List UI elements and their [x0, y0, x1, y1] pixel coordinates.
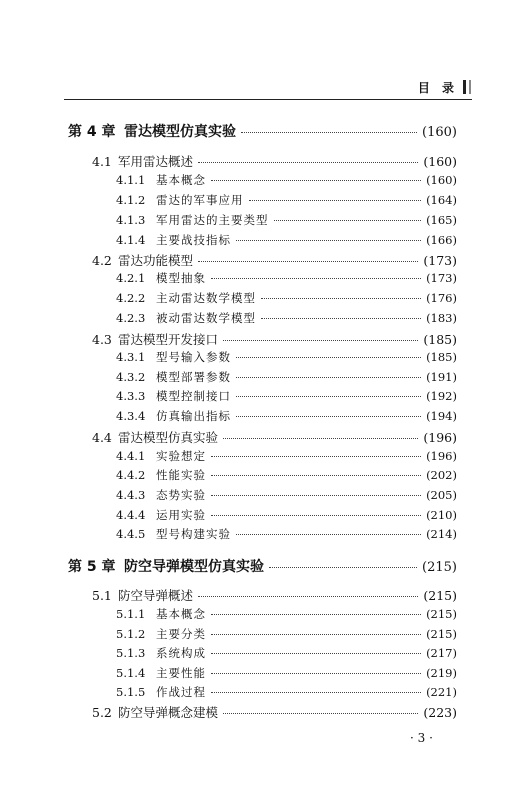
toc-entry-number: 4.4.4 — [116, 508, 146, 522]
toc-entry-page: (166) — [426, 233, 457, 247]
toc-entry-page: (173) — [426, 271, 457, 285]
toc-entry-number: 5.1.3 — [116, 646, 146, 660]
toc-entry-subsection — [116, 467, 457, 483]
toc-entry-page: (160) — [422, 125, 457, 140]
toc-entry-title: 基本概念 — [156, 173, 206, 187]
toc-entry-section — [92, 152, 457, 170]
toc-entry-number: 4.1.3 — [116, 213, 146, 227]
toc-entry-title: 主要战技指标 — [156, 233, 231, 247]
dot-leader — [236, 534, 421, 535]
running-header — [0, 78, 510, 96]
dot-leader — [261, 298, 421, 299]
toc-entry-subsection — [116, 448, 457, 464]
dot-leader — [236, 416, 421, 417]
dot-leader — [211, 456, 421, 457]
dot-leader — [236, 240, 421, 241]
toc-entry-number: 4.1.2 — [116, 193, 146, 207]
toc-entry-number: 4.3 — [92, 332, 112, 347]
toc-entry-title: 实验想定 — [156, 449, 206, 463]
dot-leader — [211, 614, 421, 615]
dot-leader — [236, 377, 421, 378]
toc-entry-number: 4.3.4 — [116, 409, 146, 423]
toc-entry-subsection — [116, 369, 457, 385]
toc-entry-number: 4.2.2 — [116, 291, 146, 305]
toc-entry-page: (223) — [423, 705, 457, 720]
toc-entry-subsection — [116, 526, 457, 542]
dot-leader — [249, 200, 422, 201]
toc-entry-number: 4.4.3 — [116, 488, 146, 502]
toc-entry-subsection — [116, 349, 457, 365]
toc-entry-title: 被动雷达数学模型 — [156, 311, 256, 325]
header-bar-mark — [463, 80, 466, 94]
toc-entry-title: 型号输入参数 — [156, 350, 231, 364]
toc-entry-number: 4.4.2 — [116, 468, 146, 482]
toc-entry-subsection — [116, 270, 457, 286]
toc-entry-title: 防空导弹概念建模 — [118, 705, 219, 720]
header-bar-mark-secondary — [469, 80, 471, 94]
toc-entry-number: 第 5 章 — [68, 559, 116, 575]
toc-entry-section — [92, 586, 457, 604]
dot-leader — [198, 261, 418, 262]
toc-entry-subsection — [116, 172, 457, 188]
toc-entry-subsection — [116, 665, 457, 681]
toc-entry-subsection — [116, 232, 457, 248]
toc-entry-page: (192) — [426, 389, 457, 403]
dot-leader — [211, 692, 421, 693]
toc-entry-page: (215) — [426, 607, 457, 621]
toc-entry-title: 性能实验 — [156, 468, 206, 482]
page-number: · 3 · — [410, 731, 433, 745]
toc-entry-page: (205) — [426, 488, 457, 502]
toc-entry-page: (173) — [423, 253, 457, 268]
toc-entry-number: 4.3.1 — [116, 350, 146, 364]
toc-entry-section — [92, 703, 457, 721]
toc-entry-subsection — [116, 408, 457, 424]
toc-entry-page: (183) — [426, 311, 457, 325]
toc-entry-number: 4.2 — [92, 253, 112, 268]
toc-entry-number: 4.4.1 — [116, 449, 146, 463]
toc-entry-page: (219) — [426, 666, 457, 680]
toc-entry-number: 5.1.4 — [116, 666, 146, 680]
toc-entry-number: 第 4 章 — [68, 124, 116, 140]
toc-entry-page: (214) — [426, 527, 457, 541]
toc-entry-number: 4.2.1 — [116, 271, 146, 285]
dot-leader — [274, 220, 422, 221]
toc-entry-number: 5.1.5 — [116, 685, 146, 699]
toc-entry-page: (194) — [426, 409, 457, 423]
toc-entry-number: 4.1.4 — [116, 233, 146, 247]
toc-entry-title: 系统构成 — [156, 646, 206, 660]
toc-entry-number: 4.4.5 — [116, 527, 146, 541]
dot-leader — [198, 162, 418, 163]
toc-entry-subsection — [116, 290, 457, 306]
toc-entry-title: 防空导弹概述 — [118, 588, 194, 603]
toc-entry-subsection — [116, 487, 457, 503]
toc-entry-title: 军用雷达概述 — [118, 154, 194, 169]
toc-entry-title: 态势实验 — [156, 488, 206, 502]
dot-leader — [223, 340, 418, 341]
dot-leader — [211, 634, 421, 635]
toc-entry-page: (160) — [426, 173, 457, 187]
dot-leader — [261, 318, 421, 319]
toc-entry-title: 雷达模型开发接口 — [118, 332, 219, 347]
toc-entry-page: (196) — [426, 449, 457, 463]
dot-leader — [211, 278, 421, 279]
toc-entry-title: 模型控制接口 — [156, 389, 231, 403]
toc-entry-subsection — [116, 626, 457, 642]
toc-entry-subsection — [116, 684, 457, 700]
toc-entry-subsection — [116, 606, 457, 622]
toc-entry-subsection — [116, 388, 457, 404]
dot-leader — [236, 357, 421, 358]
toc-entry-title: 型号构建实验 — [156, 527, 231, 541]
toc-entry-page: (196) — [423, 430, 457, 445]
header-rule — [64, 99, 472, 100]
toc-entry-page: (217) — [426, 646, 457, 660]
toc-entry-page: (215) — [426, 627, 457, 641]
header-title: 目 录 — [417, 81, 458, 95]
toc-entry-section — [92, 251, 457, 269]
toc-entry-chapter — [68, 121, 457, 141]
toc-entry-number: 4.1 — [92, 154, 112, 169]
toc-entry-number: 4.4 — [92, 430, 112, 445]
dot-leader — [269, 567, 417, 568]
toc-entry-page: (215) — [422, 560, 457, 575]
toc-entry-title: 基本概念 — [156, 607, 206, 621]
dot-leader — [211, 495, 421, 496]
dot-leader — [211, 653, 421, 654]
toc-entry-subsection — [116, 645, 457, 661]
toc-entry-number: 5.1.2 — [116, 627, 146, 641]
toc-entry-section — [92, 428, 457, 446]
toc-entry-subsection — [116, 212, 457, 228]
toc-entry-page: (185) — [423, 332, 457, 347]
toc-entry-title: 主要性能 — [156, 666, 206, 680]
dot-leader — [241, 132, 417, 133]
toc-entry-title: 雷达功能模型 — [118, 253, 194, 268]
toc-entry-title: 模型抽象 — [156, 271, 206, 285]
toc-entry-title: 雷达模型仿真实验 — [124, 124, 236, 140]
dot-leader — [211, 673, 421, 674]
toc-entry-number: 4.3.3 — [116, 389, 146, 403]
toc-entry-number: 4.2.3 — [116, 311, 146, 325]
toc-entry-title: 仿真输出指标 — [156, 409, 231, 423]
dot-leader — [223, 713, 418, 714]
toc-entry-page: (165) — [426, 213, 457, 227]
toc-entry-title: 运用实验 — [156, 508, 206, 522]
dot-leader — [211, 180, 421, 181]
toc-entry-page: (191) — [426, 370, 457, 384]
dot-leader — [236, 396, 421, 397]
toc-entry-subsection — [116, 310, 457, 326]
toc-entry-page: (221) — [426, 685, 457, 699]
toc-entry-page: (160) — [423, 154, 457, 169]
dot-leader — [211, 475, 421, 476]
toc-entry-title: 雷达模型仿真实验 — [118, 430, 219, 445]
toc-entry-title: 雷达的军事应用 — [156, 193, 244, 207]
toc-entry-subsection — [116, 507, 457, 523]
toc-entry-section — [92, 330, 457, 348]
toc-entry-page: (202) — [426, 468, 457, 482]
toc-entry-title: 模型部署参数 — [156, 370, 231, 384]
toc-entry-title: 主要分类 — [156, 627, 206, 641]
toc-entry-page: (176) — [426, 291, 457, 305]
toc-entry-number: 5.1.1 — [116, 607, 146, 621]
dot-leader — [198, 596, 418, 597]
toc-entry-number: 5.1 — [92, 588, 112, 603]
toc-entry-title: 主动雷达数学模型 — [156, 291, 256, 305]
toc-entry-page: (164) — [426, 193, 457, 207]
toc-entry-page: (185) — [426, 350, 457, 364]
toc-entry-title: 作战过程 — [156, 685, 206, 699]
toc-entry-number: 4.3.2 — [116, 370, 146, 384]
toc-entry-title: 军用雷达的主要类型 — [156, 213, 269, 227]
toc-entry-subsection — [116, 192, 457, 208]
toc-entry-chapter — [68, 556, 457, 576]
toc-entry-number: 5.2 — [92, 705, 112, 720]
dot-leader — [223, 438, 418, 439]
toc-entry-page: (215) — [423, 588, 457, 603]
dot-leader — [211, 515, 421, 516]
toc-entry-page: (210) — [426, 508, 457, 522]
toc-entry-title: 防空导弹模型仿真实验 — [124, 559, 264, 575]
toc-entry-number: 4.1.1 — [116, 173, 146, 187]
